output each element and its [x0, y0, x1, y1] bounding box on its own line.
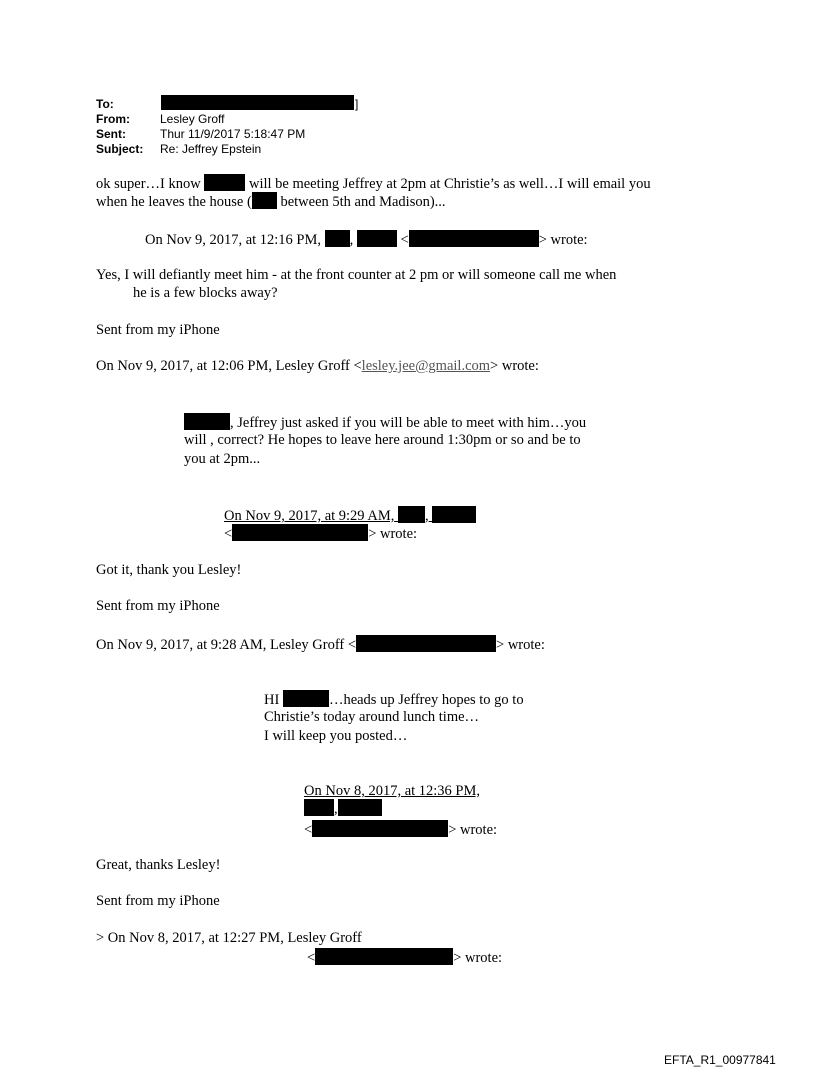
quote-header: < > wrote:	[224, 526, 418, 542]
redaction	[283, 690, 329, 707]
body-line: Great, thanks Lesley!	[96, 857, 221, 873]
to-label: To:	[96, 97, 114, 111]
redaction	[232, 524, 368, 541]
redaction	[432, 506, 476, 523]
to-bracket: ]	[355, 97, 359, 111]
quote-header: < > wrote:	[304, 822, 498, 838]
redaction	[312, 820, 448, 837]
redaction	[356, 635, 496, 652]
redaction-to	[161, 95, 354, 110]
body-line: I will keep you posted…	[264, 728, 408, 744]
body-line: Yes, I will defiantly meet him - at the front counter at 2 pm or will someone call me when	[96, 267, 617, 283]
redaction	[398, 506, 425, 523]
body-line: Christie’s today around lunch time…	[264, 709, 480, 725]
from-value: Lesley Groff	[160, 112, 225, 126]
quote-header: < > wrote:	[307, 950, 503, 966]
quote-header: On Nov 9, 2017, at 12:16 PM, , < > wrote:	[145, 232, 588, 248]
redaction	[184, 413, 230, 430]
redaction	[338, 799, 382, 816]
body-line: Got it, thank you Lesley!	[96, 562, 242, 578]
subject-label: Subject:	[96, 142, 144, 156]
redaction	[252, 192, 277, 209]
body-line: when he leaves the house ( between 5th and Madison)...	[96, 194, 446, 210]
quote-header: ,	[304, 799, 382, 818]
body-line: , Jeffrey just asked if you will be able to meet with him…you	[184, 413, 586, 432]
redaction	[304, 799, 334, 816]
body-line: will , correct? He hopes to leave here around 1:30pm or so and be to	[184, 432, 581, 448]
sent-label: Sent:	[96, 127, 126, 141]
redaction	[325, 230, 350, 247]
body-line: he is a few blocks away?	[133, 285, 278, 301]
body-line: ok super…I know will be meeting Jeffrey at 2pm at Christie’s as well…I will email you	[96, 176, 651, 192]
redaction	[409, 230, 539, 247]
quote-header: On Nov 9, 2017, at 12:06 PM, Lesley Groff <lesley.jee@gmail.com> wrote:	[96, 358, 539, 374]
redaction	[204, 174, 245, 191]
body-line: HI …heads up Jeffrey hopes to go to	[264, 692, 524, 708]
signature: Sent from my iPhone	[96, 322, 220, 338]
redaction	[315, 948, 453, 965]
email-link[interactable]: lesley.jee@gmail.com	[361, 358, 491, 374]
signature: Sent from my iPhone	[96, 598, 220, 614]
body-line: you at 2pm...	[184, 451, 261, 467]
quote-header: On Nov 9, 2017, at 9:29 AM, ,	[224, 506, 476, 525]
from-label: From:	[96, 112, 130, 126]
signature: Sent from my iPhone	[96, 893, 220, 909]
redaction	[357, 230, 397, 247]
document-id: EFTA_R1_00977841	[664, 1053, 776, 1067]
quote-header: > On Nov 8, 2017, at 12:27 PM, Lesley Groff	[96, 930, 362, 946]
quote-header: On Nov 9, 2017, at 9:28 AM, Lesley Groff < > wrote:	[96, 637, 545, 653]
quote-header: On Nov 8, 2017, at 12:36 PM,	[304, 783, 481, 799]
subject-value: Re: Jeffrey Epstein	[160, 142, 262, 156]
sent-value: Thur 11/9/2017 5:18:47 PM	[160, 127, 306, 141]
